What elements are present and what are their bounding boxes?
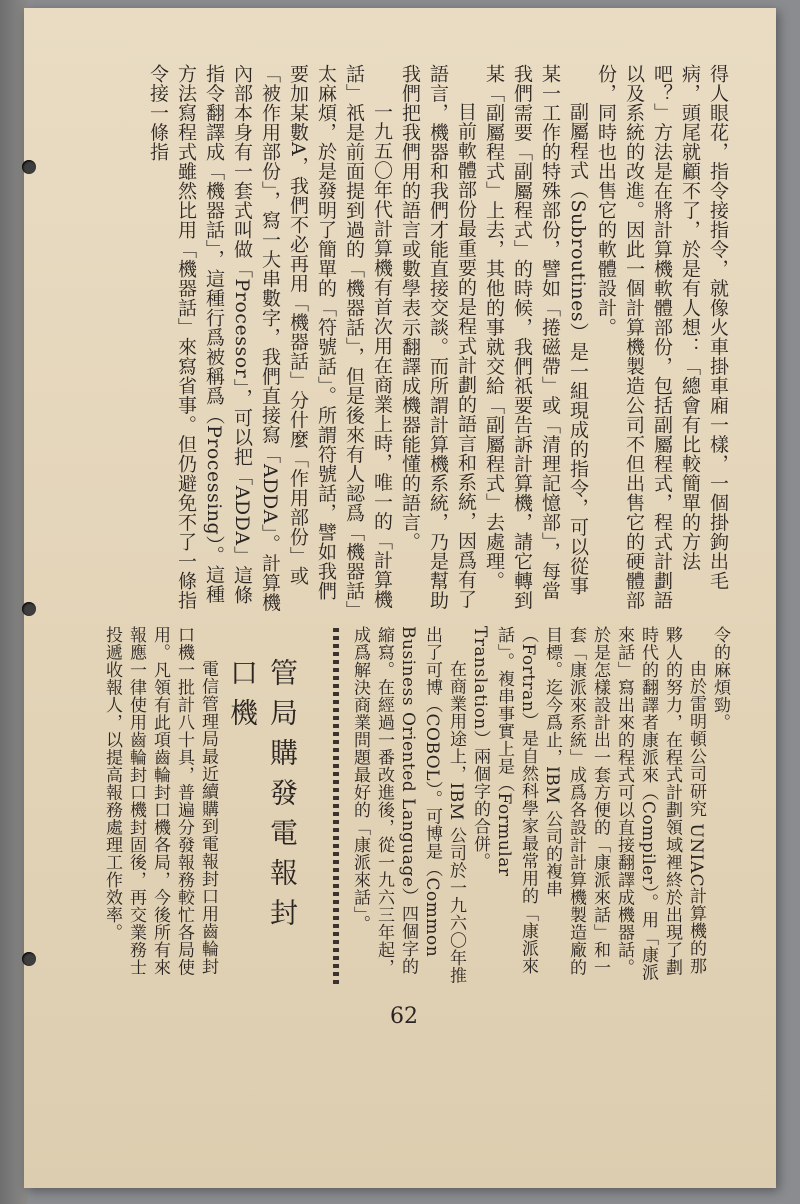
article-paragraph: 副屬程式（Subroutines）是一組現成的指令，可以從事某一工作的特殊部份，譬如「捲磁帶」或「清理記憶部」，每當我們需要「副屬程式」的時候，我們祇要告訴計算機，請它轉到某「副屬程式」上去，其他的事就交給「副屬程式」去處理。 <box>483 64 589 610</box>
news-body <box>80 626 220 986</box>
article-paragraph: 令的麻煩勁。 <box>710 626 730 731</box>
news-paragraph: 電信管理局最近續購到電報封口用齒輪封口機一批計八十具，普遍分發報務較忙各局使用。凡領有此項齒輪封口機各局，今後所有來報應一律使用齒輪封口機封固後，再交業務士投遞收報人，以提高報務處理工作效率。 <box>102 626 218 976</box>
article-paragraph: 由於雷明頓公司研究 UNIAC計算機的那夥人的努力，在程式計劃領域裡終於出現了劃時代的翻譯者康派來（Compiler）。用「康派來話」寫出來的程式可以直接翻譯成機器話。於是怎樣設計出一套方便的「康派來話」和一套「康派來系統」成爲各設計計算機製造廠的目標。迄今爲止，IBM 公司的複串（Fortran）是自然科學家最常用的「康派來話」。複串事實上是（Formular Translation）兩個字的合併。 <box>470 626 706 981</box>
punch-hole-middle <box>22 602 36 616</box>
article-paragraph: 在商業用途上，IBM 公司於一九六〇年推出了可博（COBOL）。可博是（Common Business Oriented Language）四個字的縮寫。在經過一番改進後，從一九六三年起，成爲解決商業問題最好的「康派來話」。 <box>350 626 466 985</box>
page-number: 62 <box>390 1004 418 1029</box>
punch-hole-lower <box>22 952 36 966</box>
magazine-page <box>24 8 776 1188</box>
wavy-divider <box>333 628 339 988</box>
article-paragraph: 得人眼花，指令接指令，就像火車掛車廂一樣，一個掛鉤出毛病，頭尾就顧不了，於是有人想：「總會有比較簡單的方法吧？」方法是在將計算機軟體部份，包括副屬程式，程式計劃語以及系統的改進。因此一個計算機製造公司不但出售它的硬體部份，同時也出售它的軟體設計。 <box>595 64 729 610</box>
punch-hole-upper <box>22 160 36 174</box>
article-paragraph: 目前軟體部份最重要的是程式計劃的語言和系統，因爲有了語言，機器和我們才能直接交談。而所謂計算機系統，乃是幫助我們把我們用的語言或數學表示翻譯成機器能懂的語言。 <box>399 64 477 610</box>
article-paragraph: 一九五〇年代計算機有首次用在商業上時，唯一的「計算機話」祇是前面提到過的「機器話」，但是後來有人認爲「機器話」太麻煩，於是發明了簡單的「符號話」。所謂符號話，譬如我們要加某數A，我們不必再用「機器話」分什麼「作用部份」或「被作用部份」，寫一大串數字，我們直接寫「ADDA」。計算機內部本身有一套式叫做「Processor」，可以把「ADDA」這條指令翻譯成「機器話」，這種行爲被稱爲（Processing）。這種方法寫程式雖然比用「機器話」來寫省事。但仍避免不了一條指令接一條指 <box>147 64 393 612</box>
article-top-section <box>92 64 732 612</box>
article-bottom-section <box>350 626 732 986</box>
news-headline: 管局購發電報封口機 <box>226 658 299 938</box>
